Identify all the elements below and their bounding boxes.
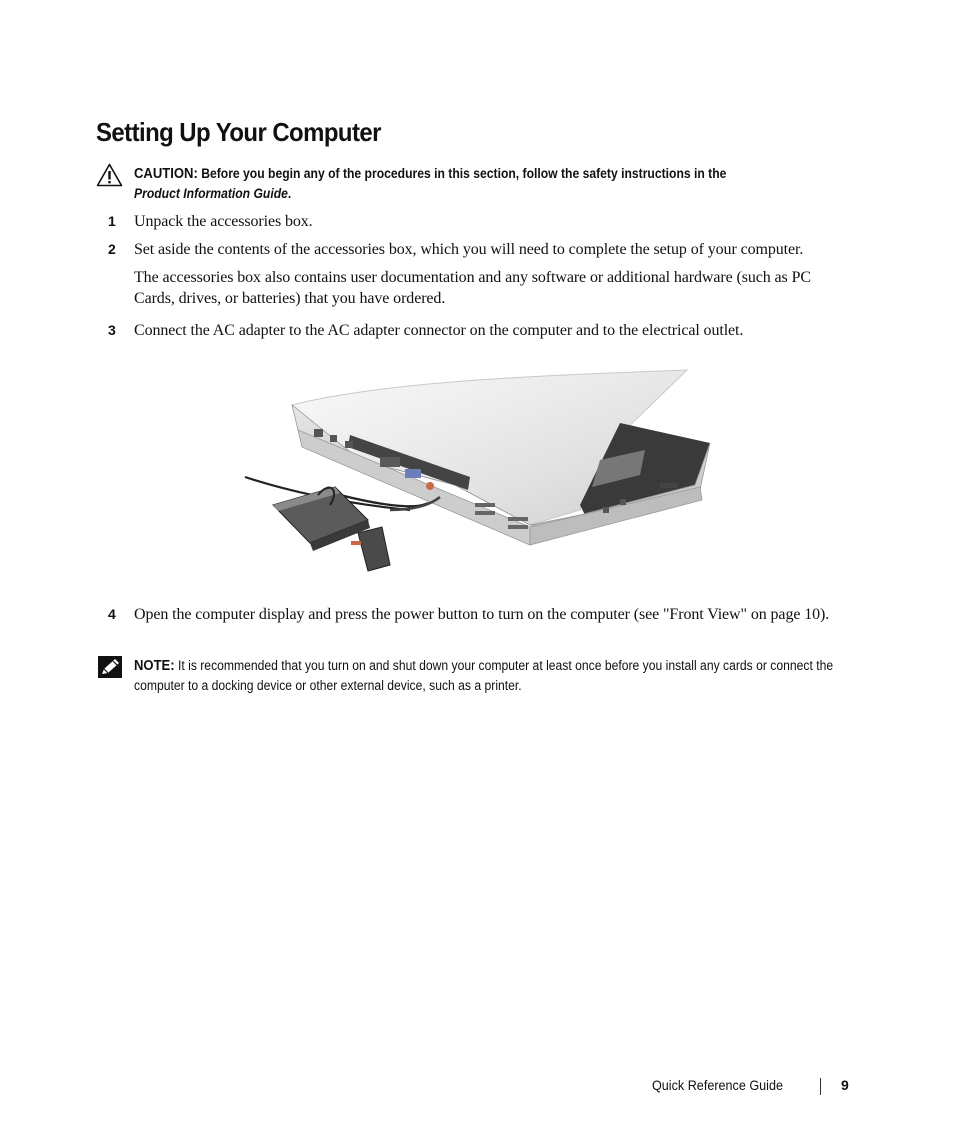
caution-period: . [287,186,292,201]
note-pencil-icon [98,656,122,678]
step-number: 1 [108,213,116,229]
step-number: 4 [108,606,116,622]
note-block [134,656,854,696]
step-extra-text: The accessories box also contains user documentation and any software or additional hardware (such as PC Cards, drives, or batteries) that you have ordered. [134,269,811,307]
step-text: Connect the AC adapter to the AC adapter connector on the computer and to the electrical outlet. [134,322,744,339]
page-number: 9 [841,1077,849,1093]
caution-label: CAUTION: [134,166,198,182]
product-information-guide: Product Information Guide [134,186,288,201]
step-text: Unpack the accessories box. [134,213,313,230]
note-label: NOTE: [134,658,175,674]
step-text: Open the computer display and press the power button to turn on the computer (see "Front View" on page 10). [134,606,830,623]
step-number: 2 [108,241,116,257]
laptop-ac-adapter-illustration [240,365,720,580]
note-text: It is recommended that you turn on and shut down your computer at least once before you install any cards or connect the computer to a docking device or other external device, such as a printer. [134,658,834,693]
step-text: Set aside the contents of the accessories box, which you will need to complete the setup of your computer. [134,241,804,258]
step-number: 3 [108,322,116,338]
caution-icon [96,163,123,187]
caution-text: Before you begin any of the procedures in this section, follow the safety instructions in the [201,166,727,181]
footer-divider [820,1078,821,1095]
caution-block [134,164,800,203]
footer-guide-title: Quick Reference Guide [652,1077,783,1093]
page-title: Setting Up Your Computer [96,117,381,147]
